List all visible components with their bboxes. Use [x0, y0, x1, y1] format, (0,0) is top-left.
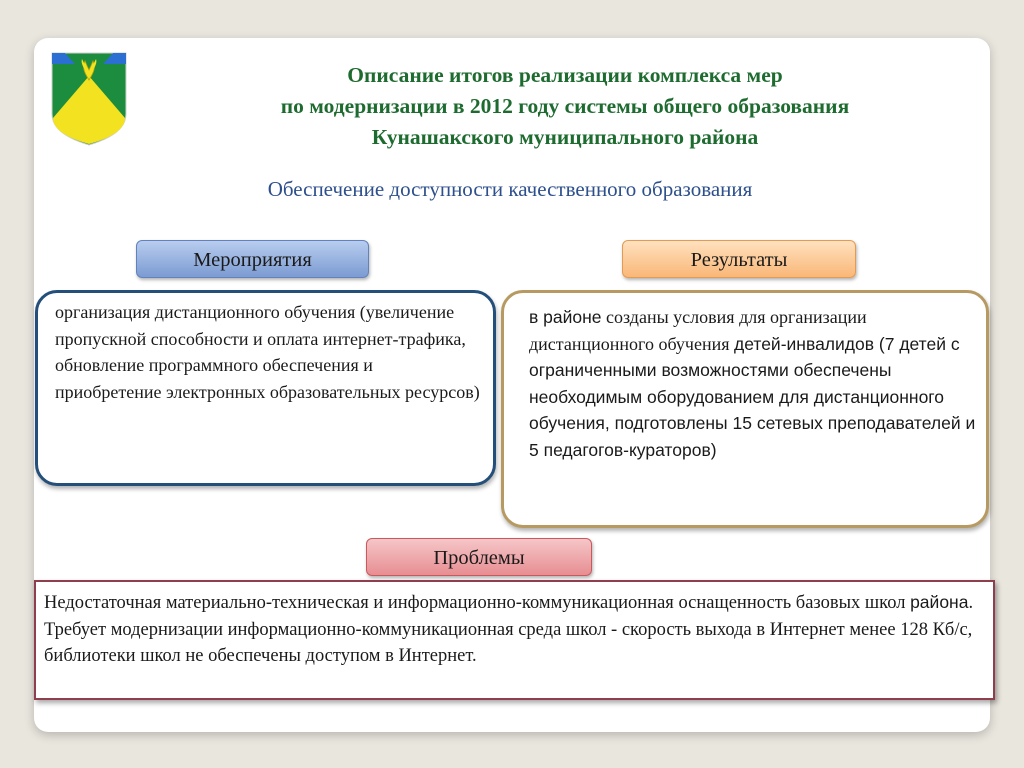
title-line-3: Кунашакского муниципального района [371, 125, 759, 149]
title-line-2: по модернизации в 2012 году системы общего образования [280, 94, 850, 118]
measures-label: Мероприятия [136, 240, 369, 278]
results-label: Результаты [622, 240, 856, 278]
problems-text-part-1: Недостаточная материально-техническая и информационно-коммуникационная оснащенность базовых школ [44, 593, 911, 613]
results-text-part-3: детей-инвалидов (7 детей с ограниченными возможностями обеспечены необходимым оборудованием для дистанционного обучения, подготовлены 15 сетевых преподавателей и 5 педагогов-кураторов) [529, 333, 976, 460]
title-line-1: Описание итогов реализации комплекса мер [347, 63, 783, 87]
coat-of-arms-icon [51, 52, 127, 146]
results-box [501, 290, 989, 528]
page-title [130, 60, 1000, 153]
measures-box [35, 290, 496, 486]
measures-text: организация дистанционного обучения (увеличение пропускной способности и оплата интернет-трафика, обновление программного обеспечения и приобретение электронных образовательных ресурсов) [55, 302, 480, 402]
problems-label: Проблемы [366, 538, 592, 576]
problems-text-part-2: района [910, 592, 969, 612]
problems-text-part-3: . Требует модернизации информационно-коммуникационная среда школ - скорость выхода в Интернет менее 128 Кб/с, библиотеки школ не обеспечены доступом в Интернет. [44, 593, 974, 666]
results-text-part-2: созданы условия для организации дистанционного обучения [529, 307, 867, 354]
section-subtitle: Обеспечение доступности качественного образования [267, 177, 753, 201]
problems-box [34, 580, 995, 700]
results-text-part-1: в районе [529, 307, 602, 327]
